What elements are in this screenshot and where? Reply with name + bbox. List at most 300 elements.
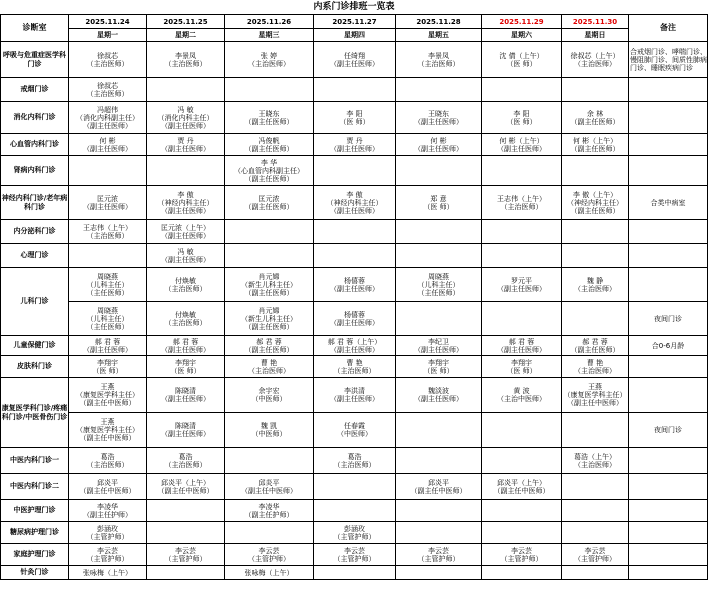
doctor-line: 冯 敏 (177, 247, 194, 256)
schedule-cell (314, 413, 396, 448)
schedule-cell (69, 186, 147, 220)
schedule-cell (225, 336, 314, 356)
schedule-cell (147, 356, 225, 378)
dept-name: 针灸门诊 (1, 566, 69, 580)
schedule-cell (225, 566, 314, 580)
doctor-line: （副主任中医师） (79, 486, 136, 495)
doctor-line: （新生儿科主任） (241, 314, 297, 323)
schedule-cell (314, 134, 396, 156)
schedule-cell (225, 448, 314, 474)
doctor-line: （主治中医师） (497, 395, 546, 403)
schedule-cell (562, 336, 629, 356)
doctor-line: （副主任医师） (330, 345, 379, 354)
doctor-line: （主治医师） (574, 460, 616, 469)
schedule-cell (225, 42, 314, 78)
schedule-cell (482, 356, 562, 378)
schedule-cell (147, 448, 225, 474)
doctor-line: 郝 君 蓉（上午） (327, 337, 382, 346)
table-row (1, 102, 708, 134)
doctor-line: 李 傲 (177, 190, 194, 199)
schedule-cell (147, 268, 225, 302)
doctor-line: （主治医师） (574, 59, 616, 68)
dept-name: 肾病内科门诊 (1, 156, 69, 186)
schedule-cell (562, 134, 629, 156)
table-row (1, 474, 708, 500)
doctor-line: （副主任中医师） (79, 399, 136, 407)
doctor-line: 郝 君 蓉 (94, 337, 121, 346)
schedule-cell (396, 522, 482, 544)
dept-name: 消化内科门诊 (1, 102, 69, 134)
dept-name: 心理门诊 (1, 244, 69, 268)
schedule-cell (147, 336, 225, 356)
doctor-line: （主治医师） (500, 202, 543, 211)
note-cell (629, 474, 708, 500)
schedule-cell (396, 356, 482, 378)
doctor-line: 李云芸 (175, 546, 196, 555)
schedule-cell (396, 244, 482, 268)
schedule-cell (482, 336, 562, 356)
schedule-cell (562, 102, 629, 134)
schedule-cell (147, 378, 225, 413)
schedule-cell (482, 156, 562, 186)
doctor-line: 彭涵玫 (97, 524, 118, 533)
table-row (1, 156, 708, 186)
doctor-line: 冯 敏 (177, 105, 194, 114)
doctor-line: （消化内科主任） (157, 113, 214, 122)
schedule-cell (147, 156, 225, 186)
schedule-cell (147, 544, 225, 566)
dept-name: 内分泌科门诊 (1, 220, 69, 244)
doctor-line: 邱炎平（上午） (161, 478, 210, 487)
doctor-line: （副主任医师） (497, 284, 546, 293)
schedule-cell (147, 566, 225, 580)
schedule-cell (562, 244, 629, 268)
date-cell: 2025.11.24 (69, 15, 147, 29)
doctor-line: 付焕敏 (175, 310, 196, 319)
doctor-line: 李 阳 (513, 109, 530, 118)
doctor-line: 葛浩 (347, 452, 362, 461)
schedule-cell (482, 244, 562, 268)
schedule-cell (396, 156, 482, 186)
doctor-line: 李 阳 (346, 109, 363, 118)
doctor-line: （主管护师） (500, 554, 543, 563)
doctor-line: （副主任中医师） (157, 486, 214, 495)
schedule-cell (396, 302, 482, 336)
note-cell (629, 500, 708, 522)
doctor-line: 曹 艳 (586, 358, 604, 367)
weekday-cell: 星期五 (396, 29, 482, 42)
dept-name: 家庭护理门诊 (1, 544, 69, 566)
schedule-cell (482, 302, 562, 336)
doctor-line: 王晓东 (258, 109, 280, 118)
schedule-cell (69, 268, 147, 302)
schedule-cell (396, 78, 482, 102)
weekday-cell: 星期二 (147, 29, 225, 42)
schedule-cell (225, 413, 314, 448)
note-cell (629, 566, 708, 580)
note-cell (629, 134, 708, 156)
doctor-line: 徐叔芯 (97, 81, 118, 90)
doctor-line: （副主任医师） (161, 144, 210, 153)
schedule-cell (69, 474, 147, 500)
dept-name: 中医内科门诊一 (1, 448, 69, 474)
dept-name: 皮肤科门诊 (1, 356, 69, 378)
doctor-line: （中医师） (251, 395, 287, 403)
table-row (1, 268, 708, 302)
doctor-line: （新生儿科主任） (241, 280, 297, 289)
dept-name: 康复医学科门诊/疼痛科门诊/中医骨伤门诊 (1, 378, 69, 448)
doctor-line: （主治医师） (333, 366, 376, 375)
doctor-line: （副主任医师） (330, 318, 379, 327)
doctor-line: （主治医师） (248, 366, 290, 375)
doctor-line: 李云芸 (258, 546, 280, 555)
doctor-line: 李云芸 (584, 546, 606, 555)
doctor-line: 李翔宇 (511, 358, 532, 367)
doctor-line: （神经内科主任） (157, 198, 214, 207)
schedule-cell (396, 134, 482, 156)
doctor-line: （副主任医师） (330, 284, 379, 293)
schedule-cell (562, 356, 629, 378)
schedule-cell (562, 186, 629, 220)
doctor-line: 魏 凯 (260, 422, 278, 430)
schedule-cell (225, 186, 314, 220)
doctor-line: 李翔宇 (175, 358, 196, 367)
doctor-line: （医 师） (506, 59, 537, 68)
doctor-line: 匡元浓 (97, 194, 118, 203)
doctor-line: 邱炎平 (428, 478, 449, 487)
doctor-line: （副主任医师） (161, 121, 210, 130)
note-cell (629, 156, 708, 186)
doctor-line: （康复医学科主任） (76, 426, 139, 434)
schedule-cell (69, 356, 147, 378)
dept-name: 呼吸与危重症医学科门诊 (1, 42, 69, 78)
table-row (1, 544, 708, 566)
page-title: 内系门诊排班一览表 (313, 2, 395, 12)
schedule-cell (147, 413, 225, 448)
schedule-cell (562, 448, 629, 474)
doctor-line: （副主任医师） (330, 395, 379, 403)
date-cell: 2025.11.25 (147, 15, 225, 29)
schedule-cell (396, 544, 482, 566)
note-cell (629, 522, 708, 544)
date-cell: 2025.11.28 (396, 15, 482, 29)
doctor-line: （主管护师） (86, 554, 129, 563)
schedule-table (0, 14, 708, 580)
doctor-line: 李凌华 (97, 502, 118, 511)
doctor-line: 冯超伟 (97, 105, 118, 114)
schedule-cell (482, 78, 562, 102)
doctor-line: （副主任医师） (244, 202, 294, 211)
doctor-line: （副主任医师） (83, 121, 132, 130)
note-cell (629, 544, 708, 566)
doctor-line: 沈 倩（上午） (499, 51, 544, 60)
doctor-line: （心血管内科副主任） (234, 166, 304, 175)
doctor-line: 杨僖蓉 (344, 310, 365, 319)
schedule-cell (225, 356, 314, 378)
table-row (1, 42, 708, 78)
schedule-cell (396, 378, 482, 413)
doctor-line: 王志伟（上午） (83, 223, 132, 232)
doctor-line: （副主任医师） (161, 206, 210, 215)
schedule-cell (482, 134, 562, 156)
doctor-line: （副主任医师） (244, 144, 294, 153)
doctor-line: （主治医师） (86, 59, 129, 68)
doctor-line: （副主任医师） (570, 117, 620, 126)
doctor-line: （副主任医师） (330, 206, 379, 215)
table-row (1, 500, 708, 522)
weekday-cell: 星期四 (314, 29, 396, 42)
dept-name: 糖尿病护理门诊 (1, 522, 69, 544)
schedule-cell (562, 474, 629, 500)
table-row (1, 336, 708, 356)
date-cell: 2025.11.29 (482, 15, 562, 29)
doctor-line: 何 彬（上午） (499, 136, 544, 145)
doctor-line: （副主任医师） (414, 345, 463, 354)
note-cell (629, 413, 708, 448)
doctor-line: 魏 静 (586, 276, 604, 285)
schedule-cell (69, 244, 147, 268)
doctor-line: （副主任医师） (83, 202, 132, 211)
doctor-line: （主治医师） (248, 59, 290, 68)
schedule-cell (482, 378, 562, 413)
schedule-cell (314, 500, 396, 522)
table-row (1, 134, 708, 156)
schedule-cell (396, 474, 482, 500)
schedule-cell (314, 102, 396, 134)
schedule-cell (482, 413, 562, 448)
doctor-line: 冯俊帆 (258, 136, 280, 145)
doctor-line: 李景凤 (428, 51, 449, 60)
schedule-cell (147, 244, 225, 268)
doctor-line: 魏淡波 (428, 387, 449, 395)
doctor-line: （医 师） (423, 366, 454, 375)
doctor-line: 彭涵玫 (344, 524, 365, 533)
doctor-line: （副主任医师） (83, 345, 132, 354)
table-row (1, 566, 708, 580)
schedule-cell (482, 500, 562, 522)
doctor-line: （副主任中医师） (79, 434, 136, 442)
doctor-line: （副主任护师） (83, 510, 132, 519)
schedule-cell (225, 544, 314, 566)
schedule-cell (225, 78, 314, 102)
doctor-line: （神经内科主任） (567, 198, 623, 207)
doctor-line: （中医师） (337, 430, 372, 438)
doctor-line: 李 傲（上午） (572, 190, 618, 199)
schedule-cell (396, 413, 482, 448)
schedule-cell (396, 102, 482, 134)
note-cell (629, 268, 708, 302)
doctor-line: （医 师） (339, 117, 370, 126)
doctor-line: 邱炎平（上午） (497, 478, 546, 487)
doctor-line: （医 师） (92, 366, 123, 375)
schedule-cell (396, 220, 482, 244)
doctor-line: （主管护师） (164, 554, 207, 563)
doctor-line: 杨僖蓉 (344, 276, 365, 285)
dept-name: 心血管内科门诊 (1, 134, 69, 156)
schedule-cell (225, 102, 314, 134)
doctor-line: 匡元浓 (258, 194, 280, 203)
doctor-line: 夜间门诊 (654, 426, 682, 434)
weekday-row (1, 29, 708, 42)
doctor-line: 合0-6月龄 (651, 341, 685, 350)
doctor-line: 何 彬 (99, 136, 116, 145)
schedule-cell (225, 268, 314, 302)
schedule-cell (482, 268, 562, 302)
schedule-cell (147, 42, 225, 78)
schedule-cell (225, 500, 314, 522)
schedule-cell (396, 448, 482, 474)
doctor-line: 任绮翔 (344, 51, 365, 60)
doctor-line: 付焕敏 (175, 276, 196, 285)
schedule-cell (482, 474, 562, 500)
doctor-line: （主治医师） (417, 59, 460, 68)
doctor-line: 王志伟（上午） (497, 194, 546, 203)
dept-header: 诊断室 (1, 15, 69, 42)
schedule-cell (482, 102, 562, 134)
schedule-cell (482, 522, 562, 544)
schedule-cell (147, 78, 225, 102)
schedule-cell (69, 413, 147, 448)
doctor-line: （副主任医师） (244, 345, 294, 354)
doctor-line: 李云芸 (511, 546, 532, 555)
doctor-line: （中医师） (251, 430, 287, 438)
schedule-cell (314, 566, 396, 580)
doctor-line: （主治医师） (86, 89, 129, 98)
doctor-line: 任春霞 (344, 422, 365, 430)
schedule-cell (314, 378, 396, 413)
doctor-line: （主治医师） (164, 59, 207, 68)
note-cell (629, 78, 708, 102)
doctor-line: （主治医师） (164, 460, 207, 469)
doctor-line: （副主任中医师） (567, 399, 623, 407)
schedule-cell (314, 544, 396, 566)
doctor-line: （主管护师） (574, 554, 616, 563)
doctor-line: 周晓燕 (97, 306, 118, 315)
doctor-line: （医 师） (506, 366, 537, 375)
weekday-cell: 星期日 (562, 29, 629, 42)
doctor-line: 郝 君 蓉 (508, 337, 535, 346)
schedule-cell (225, 156, 314, 186)
doctor-line: （副主任医师） (244, 288, 294, 297)
schedule-cell (147, 220, 225, 244)
doctor-line: 曹 艳 (346, 358, 363, 367)
doctor-line: （副主任医师） (244, 322, 294, 331)
doctor-line: 王燕 (100, 383, 115, 391)
schedule-cell (314, 186, 396, 220)
doctor-line: 合戒烟门诊、哮喘门诊、慢阻肺门诊、间质性肺病门诊、睡眠疾病门诊 (630, 47, 707, 72)
doctor-line: （副主任中医师） (410, 486, 467, 495)
dept-name: 神经内科门诊/老年病科门诊 (1, 186, 69, 220)
note-cell (629, 220, 708, 244)
doctor-line: （副主任医师） (161, 345, 210, 354)
doctor-line: 李翔宇 (428, 358, 449, 367)
doctor-line: （儿科主任） (86, 314, 129, 323)
schedule-cell (69, 336, 147, 356)
schedule-cell (69, 500, 147, 522)
note-cell (629, 302, 708, 336)
note-cell (629, 378, 708, 413)
schedule-cell (562, 522, 629, 544)
schedule-cell (562, 220, 629, 244)
schedule-cell (562, 156, 629, 186)
doctor-line: 郑 意 (430, 194, 447, 203)
schedule-cell (562, 268, 629, 302)
doctor-line: （主治医师） (164, 318, 207, 327)
doctor-line: 徐叔芯（上午） (570, 51, 620, 60)
note-cell (629, 356, 708, 378)
doctor-line: （医 师） (506, 117, 537, 126)
doctor-line: （副主任医师） (414, 144, 463, 153)
table-row (1, 413, 708, 448)
doctor-line: 葛浩（上午） (574, 452, 616, 461)
schedule-cell (69, 78, 147, 102)
schedule-cell (225, 220, 314, 244)
doctor-line: （主治医师） (86, 231, 129, 240)
doctor-line: 余宇宏 (258, 387, 280, 395)
doctor-line: （副主任护师） (244, 510, 294, 519)
schedule-cell (69, 522, 147, 544)
schedule-cell (69, 302, 147, 336)
doctor-line: （医 师） (170, 366, 201, 375)
doctor-line: 匡元浓（上午） (161, 223, 210, 232)
schedule-cell (225, 134, 314, 156)
doctor-line: 曹 艳 (260, 358, 278, 367)
schedule-cell (69, 448, 147, 474)
doctor-line: 肖元嫦 (258, 272, 280, 281)
doctor-line: （副主任医师） (244, 174, 294, 183)
table-row (1, 356, 708, 378)
doctor-line: 张咏梅（上午） (83, 568, 132, 577)
schedule-cell (225, 302, 314, 336)
schedule-cell (562, 566, 629, 580)
doctor-line: 徐叔芯 (97, 51, 118, 60)
doctor-line: 李翔宇 (97, 358, 118, 367)
doctor-line: 李纪卫 (428, 337, 449, 346)
table-row (1, 244, 708, 268)
date-cell: 2025.11.30 (562, 15, 629, 29)
doctor-line: （主任医师） (417, 288, 460, 297)
doctor-line: （主管护师） (417, 554, 460, 563)
doctor-line: 李云芸 (97, 546, 118, 555)
schedule-cell (482, 544, 562, 566)
doctor-line: 李洪清 (344, 387, 365, 395)
doctor-line: （副主任医师） (161, 231, 210, 240)
doctor-line: （副主任医师） (414, 117, 463, 126)
schedule-cell (69, 42, 147, 78)
schedule-cell (69, 102, 147, 134)
schedule-cell (314, 42, 396, 78)
doctor-line: 王燕 (588, 383, 602, 391)
schedule-cell (482, 42, 562, 78)
schedule-cell (482, 448, 562, 474)
doctor-line: 郝 君 蓉 (256, 337, 282, 346)
note-cell (629, 186, 708, 220)
table-row (1, 448, 708, 474)
schedule-cell (482, 566, 562, 580)
doctor-line: （神经内科主任） (326, 198, 383, 207)
doctor-line: （副主任医师） (497, 144, 546, 153)
schedule-cell (482, 186, 562, 220)
doctor-line: （主管护师） (86, 532, 129, 541)
schedule-cell (147, 474, 225, 500)
doctor-line: （主任医师） (86, 288, 129, 297)
doctor-line: （副主任医师） (161, 395, 210, 403)
doctor-line: （康复医学科主任） (76, 391, 139, 399)
doctor-line: 李云芸 (428, 546, 449, 555)
schedule-cell (562, 500, 629, 522)
schedule-cell (314, 356, 396, 378)
note-cell (629, 244, 708, 268)
